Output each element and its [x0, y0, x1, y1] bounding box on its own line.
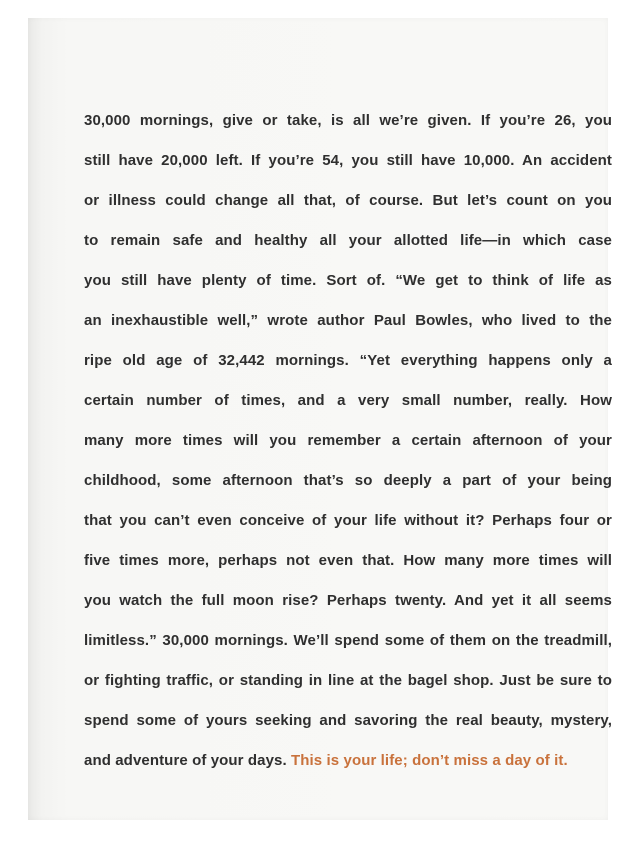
- body-paragraph: [84, 101, 612, 781]
- text-line-4: to remain safe and healthy all your allotted life—in which case: [84, 232, 612, 249]
- text-line-9: many more times will you remember a certain afternoon of your: [84, 432, 612, 449]
- text-line-16: spend some of yours seeking and savoring the real beauty, mystery,: [84, 712, 612, 729]
- text-line-5: you still have plenty of time. Sort of. “We get to think of life as: [84, 272, 612, 289]
- text-line-15: or fighting traffic, or standing in line at the bagel shop. Just be sure to: [84, 672, 612, 689]
- highlighted-closing-sentence: This is your life; don’t miss a day of it.: [291, 752, 568, 769]
- text-line-6: an inexhaustible well,” wrote author Paul Bowles, who lived to the: [84, 312, 612, 329]
- text-line-10: childhood, some afternoon that’s so deeply a part of your being: [84, 472, 612, 489]
- text-line-2: still have 20,000 left. If you’re 54, you still have 10,000. An accident: [84, 152, 612, 169]
- book-page: [28, 18, 612, 820]
- text-line-1: 30,000 mornings, give or take, is all we’re given. If you’re 26, you: [84, 112, 612, 129]
- text-line-12: five times more, perhaps not even that. How many more times will: [84, 552, 612, 569]
- text-line-17: [84, 741, 612, 781]
- text-line-11: that you can’t even conceive of your life without it? Perhaps four or: [84, 512, 612, 529]
- text-line-7: ripe old age of 32,442 mornings. “Yet everything happens only a: [84, 352, 612, 369]
- text-line-14: limitless.” 30,000 mornings. We’ll spend some of them on the treadmill,: [84, 632, 612, 649]
- text-line-8: certain number of times, and a very small number, really. How: [84, 392, 612, 409]
- last-line-start: and adventure of your days.: [84, 752, 292, 769]
- text-line-3: or illness could change all that, of course. But let’s count on you: [84, 192, 612, 209]
- text-line-13: you watch the full moon rise? Perhaps twenty. And yet it all seems: [84, 592, 612, 609]
